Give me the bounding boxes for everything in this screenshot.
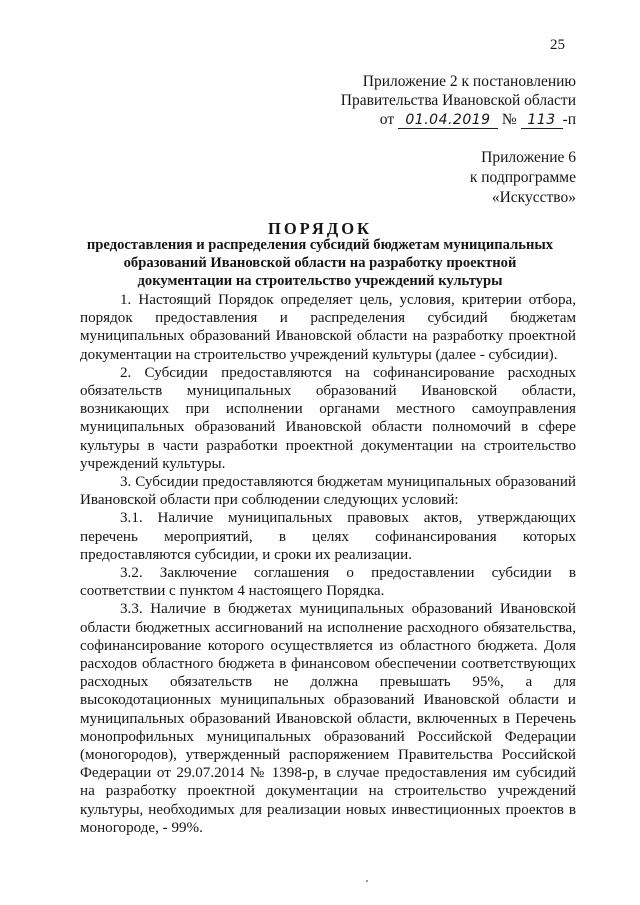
paragraph: 3.3. Наличие в бюджетах муниципальных образований Ивановской области бюджетных ассигнований на исполнение расходного обязательства, софинансирование которого осуществляется из областного бюджета. Доля расходов областного бюджета в финансовом обеспечении соответствующих расходных обязательств не должна превышать 95%, а для высокодотационных муниципальных образований Ивановской области и муниципальных образований Ивановской области, включенных в Перечень монопрофильных муниципальных образований Российской Федерации (моногородов), утвержденный распоряжением Правительства Российской Федерации от 29.07.2014 № 1398-р, в случае предоставления им субсидий на разработку проектной документации на строительство учреждений культуры, необходимых для реализации новых инвестиционных проектов в моногороде, - 99%. — [80, 601, 576, 836]
appendix-header-line2: Правительства Ивановской области — [340, 92, 576, 109]
paragraph: 3. Субсидии предоставляются бюджетам муниципальных образований Ивановской области при соблюдении следующих условий: — [80, 474, 576, 509]
number-suffix: -п — [562, 111, 576, 128]
document-body — [80, 291, 576, 837]
scan-speck — [366, 880, 368, 882]
appendix-header — [320, 72, 576, 129]
paragraph: 2. Субсидии предоставляются на софинансирование расходных обязательств муниципальных образований Ивановской области, возникающих при исполнении органами местного самоуправления муниципальных образований Ивановской области полномочий в сфере культуры в части разработки проектной документации на строительство учреждений культуры. — [80, 364, 576, 472]
page-number: 25 — [550, 37, 565, 53]
from-label: от — [379, 111, 395, 128]
appendix-date-line — [320, 110, 576, 129]
paragraph: 3.2. Заключение соглашения о предоставлении субсидии в соответствии с пунктом 4 настоящего Порядка. — [80, 565, 576, 600]
handwritten-number: 113 — [521, 112, 563, 129]
document-subtitle: предоставления и распределения субсидий бюджетам муниципальных образований Ивановской области на разработку проектной документации на строительство учреждений культуры — [86, 237, 554, 289]
appendix-sub-line3: «Искусство» — [491, 189, 576, 206]
appendix-sub-line2: к подпрограмме — [469, 169, 576, 186]
number-label: № — [501, 111, 517, 128]
paragraph: 1. Настоящий Порядок определяет цель, условия, критерии отбора, порядок предоставления и распределения субсидий бюджетам муниципальных образований Ивановской области на разработку проектной документации на строительство учреждений культуры (далее - субсидии). — [80, 292, 576, 363]
paragraph: 3.1. Наличие муниципальных правовых актов, утверждающих перечень мероприятий, в целях софинансирования которых предоставляются субсидии, и сроки их реализации. — [80, 510, 576, 563]
document-title: ПОРЯДОК — [268, 219, 372, 238]
appendix-sub — [320, 148, 576, 208]
appendix-header-line1: Приложение 2 к постановлению — [362, 73, 576, 90]
handwritten-date: 01.04.2019 — [398, 112, 498, 129]
appendix-sub-line1: Приложение 6 — [481, 149, 576, 166]
